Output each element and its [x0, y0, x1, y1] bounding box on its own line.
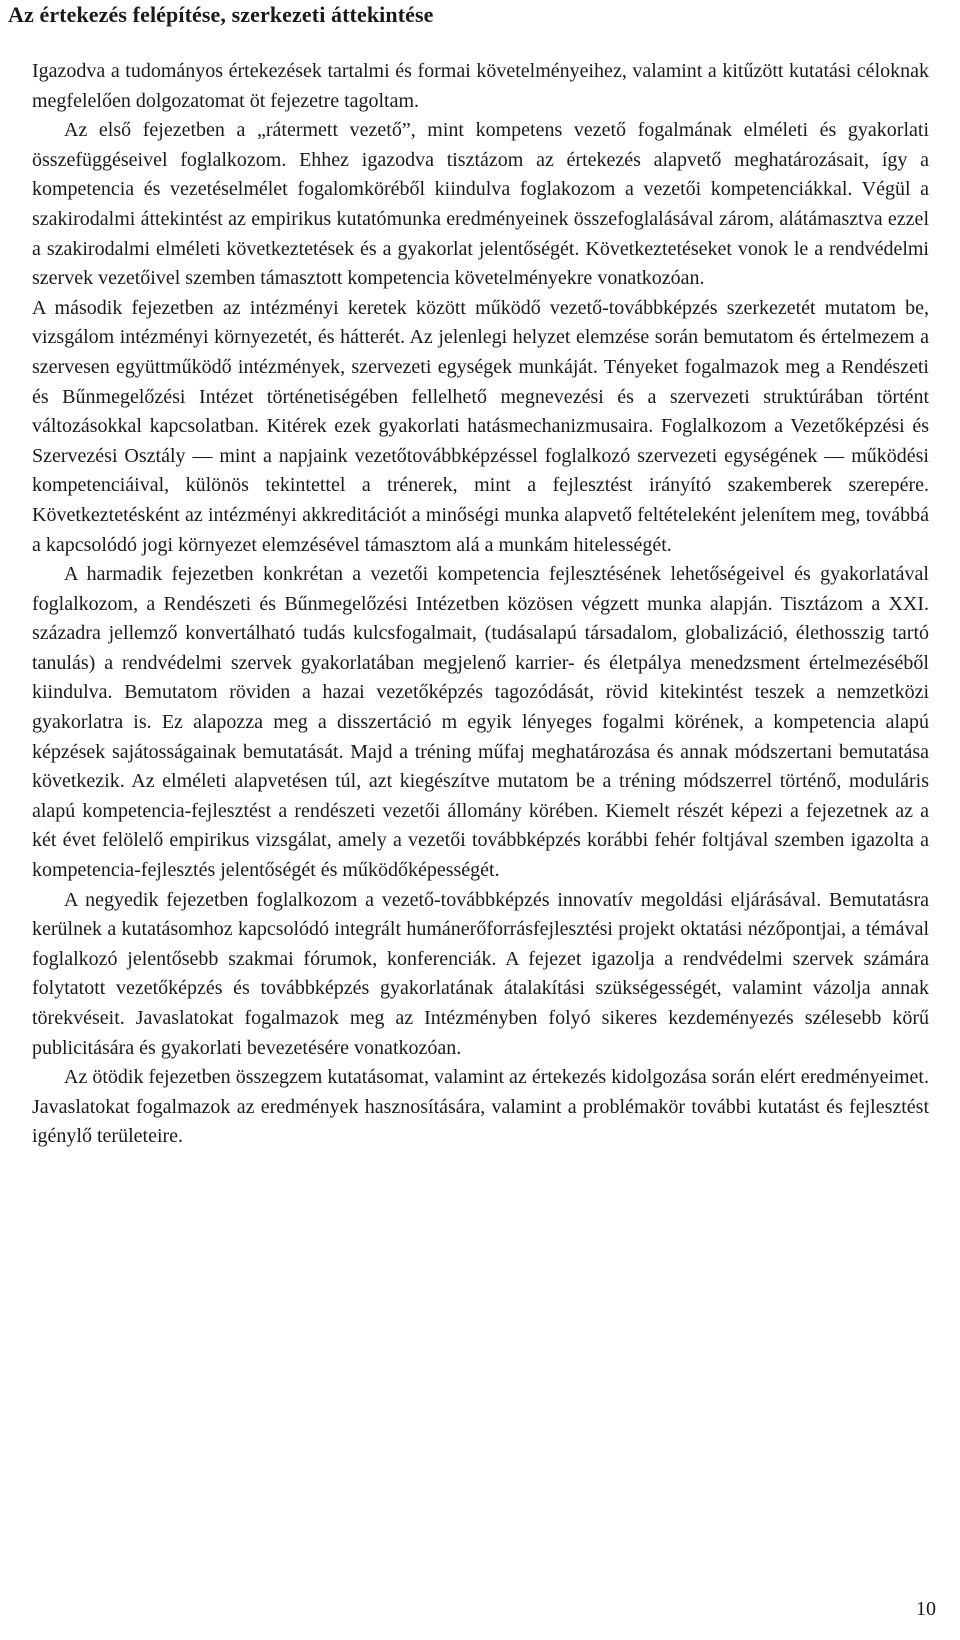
paragraph-chapter-5: Az ötödik fejezetben összegzem kutatásomat, valamint az értekezés kidolgozása során elért eredményeimet. Javaslatokat fogalmazok az eredmények hasznosítására, valamint a problémakör további kutatást és fejlesztést igénylő területeire.	[32, 1066, 929, 1148]
paragraph-chapter-2: A második fejezetben az intézményi keretek között működő vezető-továbbképzés szerkezetét mutatom be, vizsgálom intézményi környezetét, és hátterét. Az jelenlegi helyzet elemzése során bemutatom és értelmezem a szervesen együttműködő intézmények, szervezeti egységek munkáját. Tényeket fogalmazok meg a Rendészeti és Bűnmegelőzési Intézet történetiségében fellelhető megnevezési és a szervezeti struktúrában történt változásokkal kapcsolatban. Kitérek ezek gyakorlati hatásmechanizmusaira. Foglalkozom a Vezetőképzési és Szervezési Osztály ― mint a napjaink vezetőtovábbképzéssel foglalkozó szervezeti egységének ― működési kompetenciáival, különös tekintettel a trénerek, mint a fejlesztést irányító szakemberek szerepére. Következtetésként az intézményi akkreditációt a minőségi munka alapvető feltételeként jelenítem meg, továbbá a kapcsolódó jogi környezet elemzésével támasztom alá a munkám hitelességét.	[32, 296, 929, 556]
paragraph-chapter-3: A harmadik fejezetben konkrétan a vezetői kompetencia fejlesztésének lehetőségeivel és gyakorlatával foglalkozom, a Rendészeti és Bűnmegelőzési Intézetben közösen végzett munka alapján. Tisztázom a XXI. századra jellemző konvertálható tudás kulcsfogalmait, (tudásalapú társadalom, globalizáció, élethosszig tartó tanulás) a rendvédelmi szervek gyakorlatában megjelenő karrier- és életpálya menedzsment értelmezéséből kiindulva. Bemutatom röviden a hazai vezetőképzés tagozódását, rövid kitekintést teszek a nemzetközi gyakorlatra is. Ez alapozza meg a disszertáció m egyik lényeges fogalmi körének, a kompetencia alapú képzések sajátosságainak bemutatását. Majd a tréning műfaj meghatározása és annak módszertani bemutatása következik. Az elméleti alapvetésen túl, azt kiegészítve mutatom be a tréning módszerrel történő, moduláris alapú kompetencia-fejlesztést a rendészeti vezetői állomány körében. Kiemelt részét képezi a fejezetnek az a két évet felölelő empirikus vizsgálat, amely a vezetői továbbképzés korábbi fehér foltjával szemben igazolta a kompetencia-fejlesztés jelentőségét és működőképességét.	[32, 563, 929, 882]
paragraph-chapter-1: Az első fejezetben a „rátermett vezető”, mint kompetens vezető fogalmának elméleti és gyakorlati összefüggéseivel foglalkozom. Ehhez igazodva tisztázom az értekezés alapvető meghatározásait, így a kompetencia és vezetéselmélet fogalomköréből kiindulva foglakozom a vezetői kompetenciákkal. Végül a szakirodalmi áttekintést az empirikus kutatómunka eredményeinek összefoglalásával zárom, alátámasztva ezzel a szakirodalmi elméleti következtetések és a gyakorlat jelentőségét. Következtetéseket vonok le a rendvédelmi szervek vezetőivel szemben támasztott kompetencia követelményekre vonatkozóan.	[32, 119, 929, 290]
body-text	[32, 57, 929, 1152]
page-number: 10	[916, 1598, 936, 1620]
paragraph-chapter-4: A negyedik fejezetben foglalkozom a vezető-továbbképzés innovatív megoldási eljárásával. Bemutatásra kerülnek a kutatásomhoz kapcsolódó integrált humánerőforrásfejlesztési projekt oktatási nézőpontjai, a témával foglalkozó jelentősebb szakmai fórumok, konferenciák. A fejezet igazolja a rendvédelmi szervek számára folytatott vezetőképzés és továbbképzés gyakorlatának átalakítási szükségességét, valamint vázolja annak törekvéseit. Javaslatokat fogalmazok meg az Intézményben folyó sikeres kezdeményezés szélesebb körű publicitására és gyakorlati bevezetésére vonatkozóan.	[32, 888, 929, 1059]
section-heading: Az értekezés felépítése, szerkezeti áttekintése	[8, 2, 434, 27]
paragraph-intro: Igazodva a tudományos értekezések tartalmi és formai követelményeihez, valamint a kitűzött kutatási céloknak megfelelően dolgozatomat öt fejezetre tagoltam.	[32, 60, 929, 112]
